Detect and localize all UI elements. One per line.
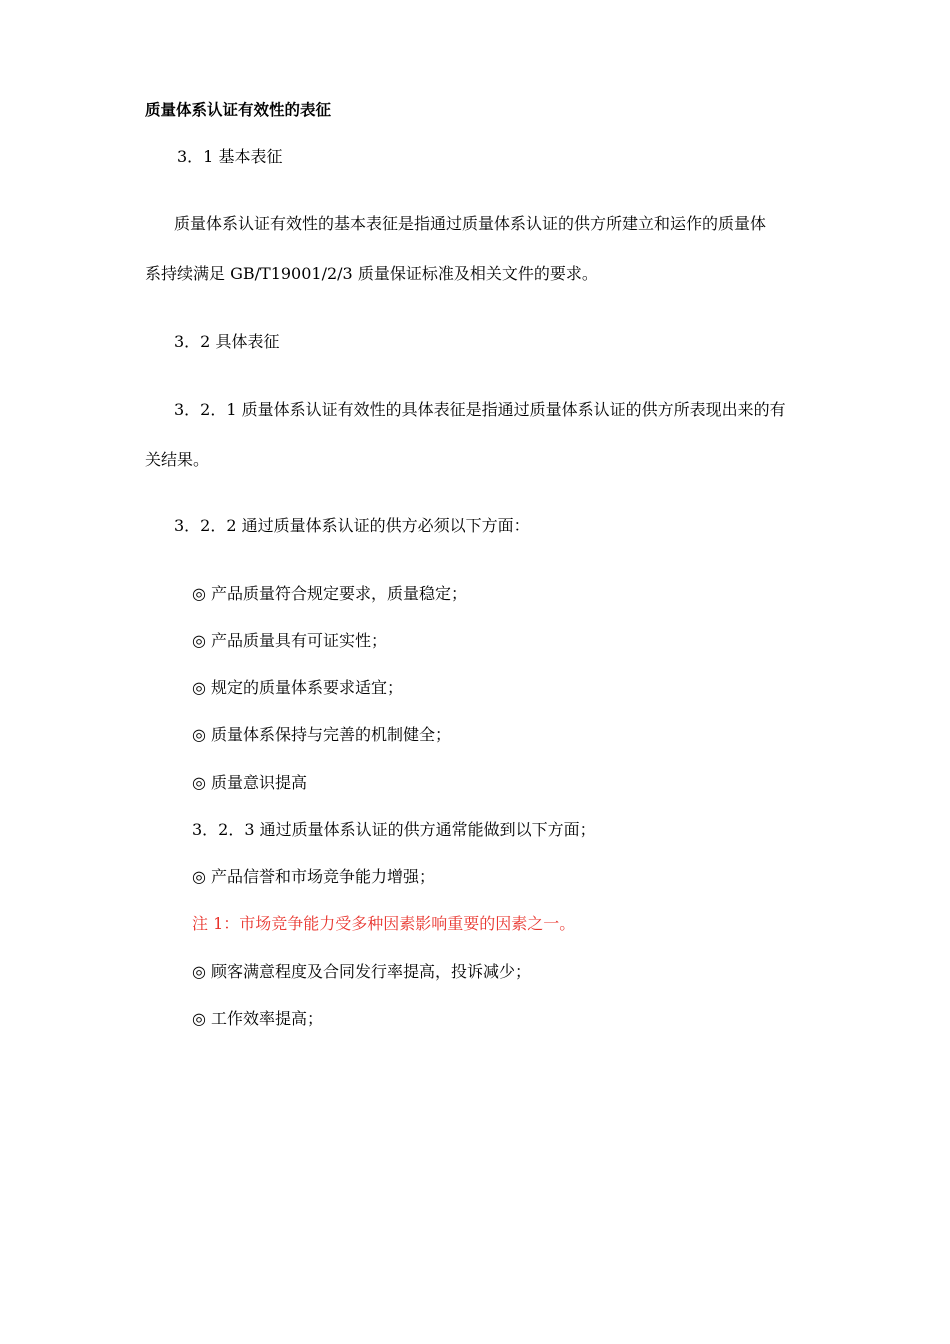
paragraph-3-2-1-line-1: 3．2．1 质量体系认证有效性的具体表征是指通过质量体系认证的供方所表现出来的有 — [174, 400, 786, 419]
paragraph-3-2-2: 3．2．2 通过质量体系认证的供方必须以下方面： — [174, 516, 530, 535]
list-item: ◎ 产品信誉和市场竞争能力增强； — [192, 867, 436, 886]
list-item: ◎ 质量体系保持与完善的机制健全； — [192, 725, 452, 744]
list-item: ◎ 产品质量具有可证实性； — [192, 631, 388, 650]
list-item: ◎ 顾客满意程度及合同发行率提高，投诉减少； — [192, 962, 532, 981]
section-heading-3-2: 3．2 具体表征 — [174, 332, 280, 351]
document-title: 质量体系认证有效性的表征 — [145, 101, 332, 119]
paragraph-3-1-line-2: 系持续满足 GB/T19001/2/3 质量保证标准及相关文件的要求。 — [145, 264, 598, 283]
list-item: ◎ 质量意识提高 — [192, 773, 308, 792]
note-text: 注 1：市场竞争能力受多种因素影响重要的因素之一。 — [192, 914, 576, 933]
section-heading-3-1: 3．1 基本表征 — [177, 147, 283, 166]
paragraph-3-1-line-1: 质量体系认证有效性的基本表征是指通过质量体系认证的供方所建立和运作的质量体 — [174, 214, 767, 233]
paragraph-3-2-1-line-2: 关结果。 — [145, 450, 210, 469]
list-item: ◎ 工作效率提高； — [192, 1009, 324, 1028]
paragraph-3-2-3: 3．2．3 通过质量体系认证的供方通常能做到以下方面； — [192, 820, 596, 839]
list-item: ◎ 产品质量符合规定要求，质量稳定； — [192, 584, 468, 603]
list-item: ◎ 规定的质量体系要求适宜； — [192, 678, 404, 697]
